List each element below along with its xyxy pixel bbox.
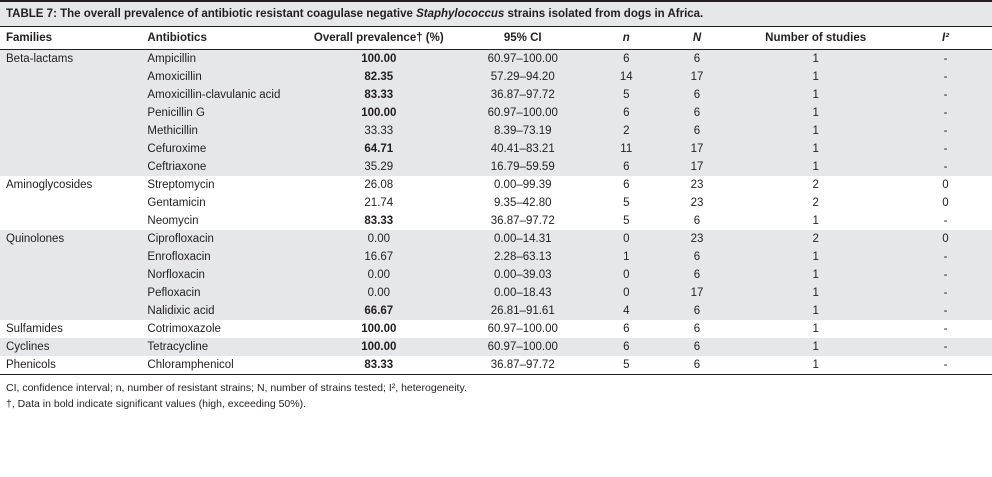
cell-antibiotic: Ceftriaxone — [141, 158, 303, 176]
cell-n: 1 — [591, 248, 662, 266]
cell-studies: 1 — [732, 140, 899, 158]
cell-ci: 0.00–18.43 — [455, 284, 591, 302]
cell-n: 6 — [591, 158, 662, 176]
cell-family — [0, 284, 141, 302]
cell-i2: 0 — [899, 230, 992, 248]
table-caption-label: TABLE 7: — [6, 8, 57, 20]
cell-n: 0 — [591, 266, 662, 284]
cell-ci: 9.35–42.80 — [455, 194, 591, 212]
cell-studies: 2 — [732, 176, 899, 194]
cell-N: 6 — [662, 50, 733, 69]
cell-ci: 57.29–94.20 — [455, 68, 591, 86]
cell-i2: - — [899, 68, 992, 86]
cell-studies: 2 — [732, 230, 899, 248]
cell-ci: 26.81–91.61 — [455, 302, 591, 320]
cell-n: 5 — [591, 212, 662, 230]
table-row — [0, 86, 992, 104]
table-row — [0, 284, 992, 302]
cell-i2: - — [899, 86, 992, 104]
cell-N: 17 — [662, 284, 733, 302]
cell-i2: - — [899, 122, 992, 140]
cell-family — [0, 248, 141, 266]
table-row — [0, 230, 992, 248]
cell-family — [0, 266, 141, 284]
cell-i2: - — [899, 266, 992, 284]
cell-ci: 36.87–97.72 — [455, 356, 591, 374]
cell-N: 17 — [662, 140, 733, 158]
column-header-families: Families — [0, 27, 141, 50]
table-header — [0, 27, 992, 50]
cell-prevalence: 83.33 — [303, 86, 455, 104]
cell-studies: 1 — [732, 248, 899, 266]
table-caption-genus: Staphylococcus — [416, 8, 505, 20]
cell-studies: 1 — [732, 50, 899, 69]
cell-family: Aminoglycosides — [0, 176, 141, 194]
cell-antibiotic: Streptomycin — [141, 176, 303, 194]
footnote-abbreviations: CI, confidence interval; n, number of resistant strains; N, number of strains tested; I², heterogeneity. — [6, 382, 467, 395]
cell-ci: 36.87–97.72 — [455, 86, 591, 104]
column-header-antibiotics: Antibiotics — [141, 27, 303, 50]
cell-studies: 1 — [732, 68, 899, 86]
cell-n: 5 — [591, 194, 662, 212]
cell-N: 6 — [662, 86, 733, 104]
cell-antibiotic: Nalidixic acid — [141, 302, 303, 320]
table-row — [0, 104, 992, 122]
cell-i2: - — [899, 104, 992, 122]
cell-antibiotic: Gentamicin — [141, 194, 303, 212]
cell-ci: 0.00–14.31 — [455, 230, 591, 248]
cell-ci: 60.97–100.00 — [455, 50, 591, 69]
cell-antibiotic: Ciprofloxacin — [141, 230, 303, 248]
column-header-n-upper: N — [662, 27, 733, 50]
cell-N: 23 — [662, 230, 733, 248]
column-header-n-lower: n — [591, 27, 662, 50]
cell-i2: - — [899, 158, 992, 176]
table-row — [0, 356, 992, 374]
table-caption-text-after: strains isolated from dogs in Africa. — [504, 8, 704, 20]
cell-antibiotic: Neomycin — [141, 212, 303, 230]
cell-n: 11 — [591, 140, 662, 158]
cell-prevalence: 0.00 — [303, 284, 455, 302]
cell-studies: 1 — [732, 338, 899, 356]
cell-antibiotic: Ampicillin — [141, 50, 303, 69]
cell-prevalence: 82.35 — [303, 68, 455, 86]
cell-i2: - — [899, 338, 992, 356]
cell-prevalence: 64.71 — [303, 140, 455, 158]
cell-studies: 1 — [732, 122, 899, 140]
table-body — [0, 50, 992, 375]
cell-antibiotic: Chloramphenicol — [141, 356, 303, 374]
cell-family — [0, 158, 141, 176]
cell-studies: 1 — [732, 266, 899, 284]
cell-ci: 60.97–100.00 — [455, 338, 591, 356]
cell-ci: 60.97–100.00 — [455, 320, 591, 338]
cell-studies: 1 — [732, 302, 899, 320]
cell-ci: 16.79–59.59 — [455, 158, 591, 176]
cell-prevalence: 100.00 — [303, 50, 455, 69]
cell-N: 6 — [662, 212, 733, 230]
cell-family — [0, 68, 141, 86]
cell-N: 6 — [662, 302, 733, 320]
cell-family: Cyclines — [0, 338, 141, 356]
header-row — [0, 27, 992, 50]
cell-ci: 36.87–97.72 — [455, 212, 591, 230]
cell-antibiotic: Norfloxacin — [141, 266, 303, 284]
cell-antibiotic: Methicillin — [141, 122, 303, 140]
cell-n: 6 — [591, 50, 662, 69]
cell-family — [0, 86, 141, 104]
footnote-dagger: †, Data in bold indicate significant values (high, exceeding 50%). — [6, 398, 307, 411]
cell-N: 6 — [662, 338, 733, 356]
cell-antibiotic: Amoxicillin — [141, 68, 303, 86]
cell-prevalence: 100.00 — [303, 320, 455, 338]
cell-n: 2 — [591, 122, 662, 140]
cell-studies: 2 — [732, 194, 899, 212]
cell-i2: - — [899, 320, 992, 338]
cell-family — [0, 140, 141, 158]
cell-antibiotic: Cefuroxime — [141, 140, 303, 158]
cell-studies: 1 — [732, 104, 899, 122]
cell-ci: 8.39–73.19 — [455, 122, 591, 140]
table-row — [0, 176, 992, 194]
cell-N: 6 — [662, 104, 733, 122]
table-row — [0, 338, 992, 356]
cell-studies: 1 — [732, 212, 899, 230]
cell-n: 0 — [591, 284, 662, 302]
cell-ci: 40.41–83.21 — [455, 140, 591, 158]
cell-n: 14 — [591, 68, 662, 86]
cell-N: 17 — [662, 68, 733, 86]
cell-prevalence: 66.67 — [303, 302, 455, 320]
table-row — [0, 320, 992, 338]
table-caption-text-before: The overall prevalence of antibiotic resistant coagulase negative — [56, 8, 417, 20]
cell-i2: - — [899, 302, 992, 320]
cell-prevalence: 16.67 — [303, 248, 455, 266]
cell-n: 0 — [591, 230, 662, 248]
cell-i2: - — [899, 248, 992, 266]
cell-N: 6 — [662, 320, 733, 338]
prevalence-table — [0, 27, 992, 374]
cell-n: 6 — [591, 104, 662, 122]
cell-antibiotic: Cotrimoxazole — [141, 320, 303, 338]
cell-i2: 0 — [899, 194, 992, 212]
cell-antibiotic: Pefloxacin — [141, 284, 303, 302]
cell-prevalence: 0.00 — [303, 230, 455, 248]
cell-prevalence: 100.00 — [303, 338, 455, 356]
table-row — [0, 248, 992, 266]
cell-n: 4 — [591, 302, 662, 320]
cell-antibiotic: Penicillin G — [141, 104, 303, 122]
cell-family: Sulfamides — [0, 320, 141, 338]
cell-family: Beta-lactams — [0, 50, 141, 69]
cell-studies: 1 — [732, 284, 899, 302]
cell-family — [0, 212, 141, 230]
cell-prevalence: 21.74 — [303, 194, 455, 212]
cell-antibiotic: Tetracycline — [141, 338, 303, 356]
cell-N: 6 — [662, 356, 733, 374]
cell-prevalence: 33.33 — [303, 122, 455, 140]
cell-ci: 0.00–99.39 — [455, 176, 591, 194]
cell-studies: 1 — [732, 158, 899, 176]
cell-studies: 1 — [732, 86, 899, 104]
column-header-ci: 95% CI — [455, 27, 591, 50]
cell-n: 6 — [591, 338, 662, 356]
cell-i2: - — [899, 284, 992, 302]
cell-N: 6 — [662, 248, 733, 266]
column-header-i2: I² — [899, 27, 992, 50]
cell-prevalence: 83.33 — [303, 212, 455, 230]
table-row — [0, 50, 992, 69]
table-row — [0, 158, 992, 176]
cell-N: 6 — [662, 266, 733, 284]
cell-N: 23 — [662, 194, 733, 212]
cell-studies: 1 — [732, 320, 899, 338]
cell-ci: 60.97–100.00 — [455, 104, 591, 122]
cell-prevalence: 100.00 — [303, 104, 455, 122]
cell-N: 17 — [662, 158, 733, 176]
cell-i2: - — [899, 212, 992, 230]
table-row — [0, 212, 992, 230]
cell-i2: - — [899, 50, 992, 69]
table-caption — [0, 0, 992, 27]
cell-studies: 1 — [732, 356, 899, 374]
cell-n: 5 — [591, 356, 662, 374]
table-row — [0, 266, 992, 284]
cell-prevalence: 83.33 — [303, 356, 455, 374]
table-row — [0, 140, 992, 158]
cell-n: 5 — [591, 86, 662, 104]
cell-family — [0, 302, 141, 320]
cell-family — [0, 122, 141, 140]
table-row — [0, 122, 992, 140]
table-row — [0, 194, 992, 212]
cell-n: 6 — [591, 320, 662, 338]
cell-prevalence: 35.29 — [303, 158, 455, 176]
cell-ci: 0.00–39.03 — [455, 266, 591, 284]
cell-family: Phenicols — [0, 356, 141, 374]
column-header-overall-prevalence: Overall prevalence† (%) — [303, 27, 455, 50]
column-header-number-of-studies: Number of studies — [732, 27, 899, 50]
cell-family: Quinolones — [0, 230, 141, 248]
table-row — [0, 302, 992, 320]
cell-N: 23 — [662, 176, 733, 194]
table-row — [0, 68, 992, 86]
table-footnotes — [0, 374, 992, 415]
cell-family — [0, 194, 141, 212]
cell-prevalence: 0.00 — [303, 266, 455, 284]
cell-n: 6 — [591, 176, 662, 194]
cell-antibiotic: Enrofloxacin — [141, 248, 303, 266]
cell-i2: 0 — [899, 176, 992, 194]
cell-family — [0, 104, 141, 122]
cell-antibiotic: Amoxicillin-clavulanic acid — [141, 86, 303, 104]
cell-prevalence: 26.08 — [303, 176, 455, 194]
cell-N: 6 — [662, 122, 733, 140]
cell-ci: 2.28–63.13 — [455, 248, 591, 266]
cell-i2: - — [899, 356, 992, 374]
cell-i2: - — [899, 140, 992, 158]
